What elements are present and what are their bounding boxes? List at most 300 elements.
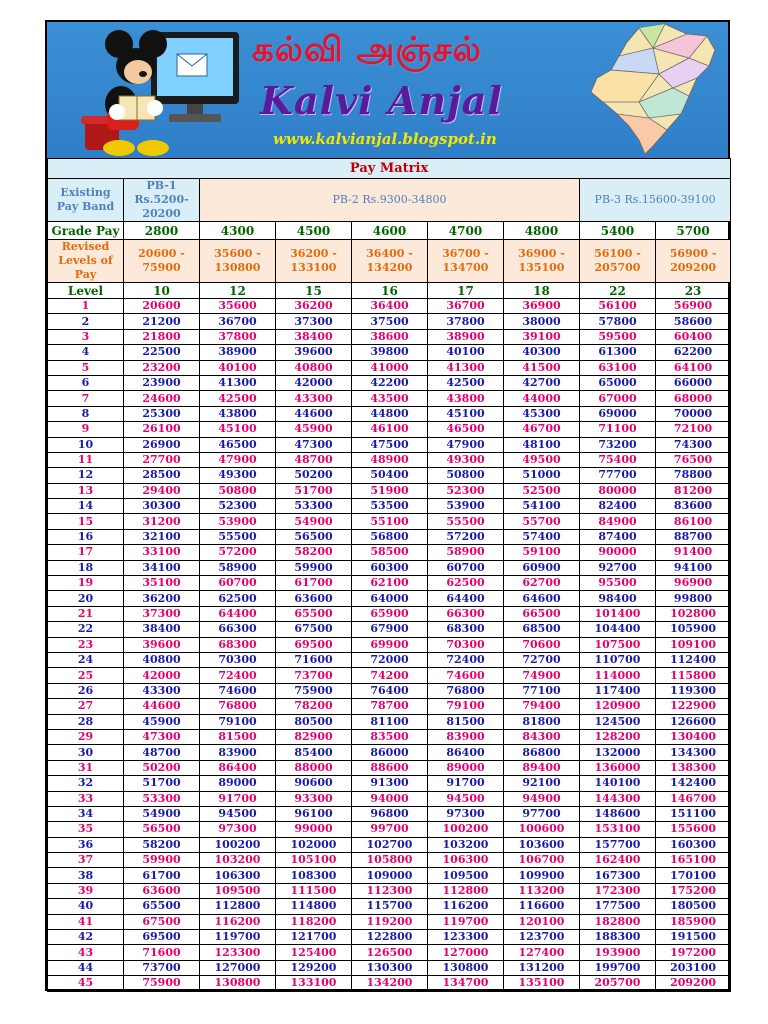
pay-value-cell: 38400	[276, 329, 352, 344]
pay-value-cell: 58900	[200, 560, 276, 575]
pay-value-cell: 84300	[504, 729, 580, 744]
pay-value-cell: 131200	[504, 960, 580, 975]
pay-value-cell: 36700	[200, 314, 276, 329]
pay-value-cell: 138300	[656, 760, 731, 775]
pay-value-cell: 78700	[352, 699, 428, 714]
pay-value-cell: 109500	[200, 883, 276, 898]
pay-value-cell: 103200	[200, 853, 276, 868]
pay-value-cell: 36400	[352, 299, 428, 314]
table-row-26	[48, 683, 731, 698]
table-row-43	[48, 945, 731, 960]
pay-value-cell: 62100	[352, 576, 428, 591]
pay-value-cell: 58500	[352, 545, 428, 560]
pay-value-cell: 112800	[428, 883, 504, 898]
table-row-7	[48, 391, 731, 406]
pay-value-cell: 107500	[580, 637, 656, 652]
table-row-45	[48, 976, 731, 991]
pay-value-cell: 60400	[656, 329, 731, 344]
row-stage-cell: 10	[48, 437, 124, 452]
pay-value-cell: 199700	[580, 960, 656, 975]
row-stage-cell: 16	[48, 529, 124, 544]
pay-value-cell: 68500	[504, 622, 580, 637]
pay-value-cell: 81500	[200, 729, 276, 744]
pay-value-cell: 37300	[124, 606, 200, 621]
pay-value-cell: 50200	[276, 468, 352, 483]
pay-value-cell: 52300	[428, 483, 504, 498]
pay-value-cell: 106300	[200, 868, 276, 883]
pay-value-cell: 177500	[580, 899, 656, 914]
pay-value-cell: 45900	[124, 714, 200, 729]
pay-value-cell: 45300	[504, 406, 580, 421]
pay-value-cell: 26100	[124, 422, 200, 437]
row-stage-cell: 37	[48, 853, 124, 868]
pay-value-cell: 209200	[656, 976, 731, 991]
pay-band-pb1: PB-1 Rs.5200-20200	[124, 179, 200, 222]
table-row-10	[48, 437, 731, 452]
pay-value-cell: 119700	[200, 930, 276, 945]
table-row-17	[48, 545, 731, 560]
pay-value-cell: 76400	[352, 683, 428, 698]
revised-level-cell: 56100 - 205700	[580, 240, 656, 283]
pay-value-cell: 75400	[580, 452, 656, 467]
pay-value-cell: 170100	[656, 868, 731, 883]
pay-value-cell: 77100	[504, 683, 580, 698]
pay-value-cell: 68300	[428, 622, 504, 637]
pay-value-cell: 77700	[580, 468, 656, 483]
pay-value-cell: 38900	[428, 329, 504, 344]
pay-value-cell: 50800	[428, 468, 504, 483]
row-stage-cell: 2	[48, 314, 124, 329]
pay-value-cell: 83900	[200, 745, 276, 760]
pay-value-cell: 39800	[352, 345, 428, 360]
table-row-27	[48, 699, 731, 714]
pay-value-cell: 114800	[276, 899, 352, 914]
pay-value-cell: 191500	[656, 930, 731, 945]
pay-value-cell: 72100	[656, 422, 731, 437]
table-row-12	[48, 468, 731, 483]
table-row-13	[48, 483, 731, 498]
pay-band-pb3: PB-3 Rs.15600-39100	[580, 179, 731, 222]
pay-value-cell: 90000	[580, 545, 656, 560]
pay-value-cell: 123300	[200, 945, 276, 960]
table-row-36	[48, 837, 731, 852]
pay-value-cell: 24600	[124, 391, 200, 406]
pay-value-cell: 37800	[200, 329, 276, 344]
pay-value-cell: 87400	[580, 529, 656, 544]
pay-value-cell: 92700	[580, 560, 656, 575]
pay-value-cell: 127000	[200, 960, 276, 975]
pay-value-cell: 38600	[352, 329, 428, 344]
pay-value-cell: 63600	[124, 883, 200, 898]
pay-value-cell: 160300	[656, 837, 731, 852]
pay-value-cell: 94500	[200, 806, 276, 821]
pay-value-cell: 48700	[124, 745, 200, 760]
table-row-37	[48, 853, 731, 868]
pay-value-cell: 71600	[124, 945, 200, 960]
pay-value-cell: 100200	[200, 837, 276, 852]
pay-value-cell: 64600	[504, 591, 580, 606]
pay-value-cell: 58900	[428, 545, 504, 560]
pay-value-cell: 54900	[276, 514, 352, 529]
pay-value-cell: 40800	[276, 360, 352, 375]
pay-value-cell: 52500	[504, 483, 580, 498]
pay-value-cell: 49300	[428, 452, 504, 467]
row-stage-cell: 41	[48, 914, 124, 929]
pay-value-cell: 49500	[504, 452, 580, 467]
pay-value-cell: 23900	[124, 375, 200, 390]
pay-value-cell: 197200	[656, 945, 731, 960]
pay-matrix-table	[47, 158, 731, 992]
pay-value-cell: 45100	[200, 422, 276, 437]
pay-value-cell: 126500	[352, 945, 428, 960]
pay-value-cell: 114000	[580, 668, 656, 683]
row-stage-cell: 29	[48, 729, 124, 744]
pay-value-cell: 29400	[124, 483, 200, 498]
pay-value-cell: 38900	[200, 345, 276, 360]
pay-value-cell: 68300	[200, 637, 276, 652]
revised-level-cell: 36700 - 134700	[428, 240, 504, 283]
pay-value-cell: 142400	[656, 776, 731, 791]
pay-value-cell: 41500	[504, 360, 580, 375]
pay-value-cell: 58600	[656, 314, 731, 329]
pay-value-cell: 63600	[276, 591, 352, 606]
pay-value-cell: 75900	[276, 683, 352, 698]
pay-value-cell: 20600	[124, 299, 200, 314]
pay-value-cell: 74200	[352, 668, 428, 683]
pay-value-cell: 27700	[124, 452, 200, 467]
pay-value-cell: 127400	[504, 945, 580, 960]
pay-value-cell: 116200	[428, 899, 504, 914]
table-row-38	[48, 868, 731, 883]
pay-value-cell: 83500	[352, 729, 428, 744]
pay-value-cell: 127000	[428, 945, 504, 960]
pay-value-cell: 43800	[200, 406, 276, 421]
row-stage-cell: 20	[48, 591, 124, 606]
pay-value-cell: 50200	[124, 760, 200, 775]
row-stage-cell: 24	[48, 652, 124, 667]
pay-value-cell: 48100	[504, 437, 580, 452]
table-row-39	[48, 883, 731, 898]
banner-url-link[interactable]: www.kalvianjal.blogspot.in	[273, 130, 497, 148]
table-row-1	[48, 299, 731, 314]
pay-band-row	[48, 179, 731, 222]
pay-value-cell: 132000	[580, 745, 656, 760]
revised-level-cell: 56900 - 209200	[656, 240, 731, 283]
pay-value-cell: 106300	[428, 853, 504, 868]
pay-value-cell: 59500	[580, 329, 656, 344]
pay-value-cell: 162400	[580, 853, 656, 868]
pay-value-cell: 36700	[428, 299, 504, 314]
table-row-44	[48, 960, 731, 975]
pay-value-cell: 78800	[656, 468, 731, 483]
pay-value-cell: 21800	[124, 329, 200, 344]
pay-value-cell: 69900	[352, 637, 428, 652]
pay-value-cell: 23200	[124, 360, 200, 375]
pay-value-cell: 140100	[580, 776, 656, 791]
pay-value-cell: 43800	[428, 391, 504, 406]
grade-pay-cell: 4800	[504, 222, 580, 240]
grade-pay-cell: 5400	[580, 222, 656, 240]
pay-value-cell: 103600	[504, 837, 580, 852]
pay-value-cell: 128200	[580, 729, 656, 744]
row-stage-cell: 36	[48, 837, 124, 852]
pay-value-cell: 72000	[352, 652, 428, 667]
pay-value-cell: 94100	[656, 560, 731, 575]
banner-title-tamil: கல்வி அஞ்சல்	[252, 30, 482, 70]
level-cell: 12	[200, 283, 276, 299]
pay-value-cell: 38000	[504, 314, 580, 329]
pay-value-cell: 57400	[504, 529, 580, 544]
pay-value-cell: 26900	[124, 437, 200, 452]
pay-value-cell: 47900	[428, 437, 504, 452]
pay-value-cell: 44600	[124, 699, 200, 714]
pay-value-cell: 44000	[504, 391, 580, 406]
pay-value-cell: 53900	[428, 499, 504, 514]
table-row-41	[48, 914, 731, 929]
row-stage-cell: 42	[48, 930, 124, 945]
row-stage-cell: 11	[48, 452, 124, 467]
table-row-31	[48, 760, 731, 775]
pay-value-cell: 46500	[428, 422, 504, 437]
pay-value-cell: 40100	[428, 345, 504, 360]
pay-value-cell: 119200	[352, 914, 428, 929]
pay-value-cell: 56900	[656, 299, 731, 314]
pay-value-cell: 35600	[200, 299, 276, 314]
pay-value-cell: 57800	[580, 314, 656, 329]
pay-value-cell: 61700	[124, 868, 200, 883]
table-row-35	[48, 822, 731, 837]
pay-value-cell: 70600	[504, 637, 580, 652]
pay-value-cell: 33100	[124, 545, 200, 560]
pay-value-cell: 47900	[200, 452, 276, 467]
row-stage-cell: 38	[48, 868, 124, 883]
pay-value-cell: 43300	[124, 683, 200, 698]
existing-pay-band-label: Existing Pay Band	[48, 179, 124, 222]
row-stage-cell: 45	[48, 976, 124, 991]
pay-value-cell: 92100	[504, 776, 580, 791]
pay-value-cell: 91300	[352, 776, 428, 791]
table-row-2	[48, 314, 731, 329]
pay-value-cell: 133100	[276, 976, 352, 991]
pay-value-cell: 58200	[276, 545, 352, 560]
pay-value-cell: 85400	[276, 745, 352, 760]
pay-value-cell: 74900	[504, 668, 580, 683]
row-stage-cell: 32	[48, 776, 124, 791]
pay-value-cell: 130800	[428, 960, 504, 975]
pay-value-cell: 69000	[580, 406, 656, 421]
pay-value-cell: 172300	[580, 883, 656, 898]
pay-value-cell: 35100	[124, 576, 200, 591]
banner-title-english: Kalvi Anjal	[260, 78, 503, 123]
pay-value-cell: 56500	[124, 822, 200, 837]
row-stage-cell: 22	[48, 622, 124, 637]
pay-value-cell: 102700	[352, 837, 428, 852]
pay-value-cell: 50400	[352, 468, 428, 483]
pay-value-cell: 66300	[428, 606, 504, 621]
pay-value-cell: 109500	[428, 868, 504, 883]
pay-value-cell: 151100	[656, 806, 731, 821]
pay-value-cell: 100200	[428, 822, 504, 837]
row-stage-cell: 3	[48, 329, 124, 344]
pay-value-cell: 60300	[352, 560, 428, 575]
pay-value-cell: 50800	[200, 483, 276, 498]
table-row-8	[48, 406, 731, 421]
grade-pay-label: Grade Pay	[48, 222, 124, 240]
row-stage-cell: 44	[48, 960, 124, 975]
pay-value-cell: 81100	[352, 714, 428, 729]
pay-value-cell: 89400	[504, 760, 580, 775]
pay-value-cell: 91400	[656, 545, 731, 560]
pay-value-cell: 62500	[428, 576, 504, 591]
pay-value-cell: 43500	[352, 391, 428, 406]
pay-value-cell: 65500	[124, 899, 200, 914]
pay-value-cell: 25300	[124, 406, 200, 421]
pay-value-cell: 32100	[124, 529, 200, 544]
pay-value-cell: 109900	[504, 868, 580, 883]
pay-value-cell: 41000	[352, 360, 428, 375]
pay-value-cell: 88700	[656, 529, 731, 544]
pay-value-cell: 98400	[580, 591, 656, 606]
pay-value-cell: 119700	[428, 914, 504, 929]
pay-value-cell: 59900	[124, 853, 200, 868]
pay-value-cell: 91700	[200, 791, 276, 806]
pay-value-cell: 76800	[200, 699, 276, 714]
pay-value-cell: 130400	[656, 729, 731, 744]
pay-value-cell: 76800	[428, 683, 504, 698]
pay-value-cell: 53500	[352, 499, 428, 514]
pay-value-cell: 119300	[656, 683, 731, 698]
pay-value-cell: 153100	[580, 822, 656, 837]
level-cell: 23	[656, 283, 731, 299]
pay-value-cell: 70300	[428, 637, 504, 652]
pay-value-cell: 113200	[504, 883, 580, 898]
pay-value-cell: 89000	[428, 760, 504, 775]
table-title: Pay Matrix	[48, 159, 731, 179]
pay-value-cell: 99800	[656, 591, 731, 606]
pay-value-cell: 67500	[124, 914, 200, 929]
row-stage-cell: 30	[48, 745, 124, 760]
grade-pay-cell: 2800	[124, 222, 200, 240]
pay-value-cell: 88000	[276, 760, 352, 775]
table-row-4	[48, 345, 731, 360]
pay-value-cell: 94500	[428, 791, 504, 806]
pay-value-cell: 67000	[580, 391, 656, 406]
pay-value-cell: 52300	[200, 499, 276, 514]
pay-value-cell: 96100	[276, 806, 352, 821]
pay-value-cell: 53300	[276, 499, 352, 514]
pay-value-cell: 55500	[428, 514, 504, 529]
pay-value-cell: 42000	[124, 668, 200, 683]
level-cell: 22	[580, 283, 656, 299]
pay-value-cell: 97300	[200, 822, 276, 837]
pay-value-cell: 36900	[504, 299, 580, 314]
pay-value-cell: 144300	[580, 791, 656, 806]
pay-value-cell: 109000	[352, 868, 428, 883]
pay-value-cell: 102800	[656, 606, 731, 621]
pay-value-cell: 122800	[352, 930, 428, 945]
pay-value-cell: 95500	[580, 576, 656, 591]
pay-value-cell: 79400	[504, 699, 580, 714]
pay-matrix-sheet	[45, 20, 730, 991]
revised-level-cell: 20600 - 75900	[124, 240, 200, 283]
grade-pay-cell: 4700	[428, 222, 504, 240]
table-row-40	[48, 899, 731, 914]
pay-value-cell: 116200	[200, 914, 276, 929]
pay-value-cell: 105100	[276, 853, 352, 868]
pay-value-cell: 61700	[276, 576, 352, 591]
pay-value-cell: 80000	[580, 483, 656, 498]
table-row-24	[48, 652, 731, 667]
pay-value-cell: 79100	[200, 714, 276, 729]
pay-value-cell: 42700	[504, 375, 580, 390]
table-row-11	[48, 452, 731, 467]
pay-value-cell: 175200	[656, 883, 731, 898]
pay-value-cell: 40800	[124, 652, 200, 667]
row-stage-cell: 34	[48, 806, 124, 821]
pay-value-cell: 64400	[428, 591, 504, 606]
revised-level-cell: 35600 - 130800	[200, 240, 276, 283]
pay-value-cell: 60700	[428, 560, 504, 575]
pay-value-cell: 58200	[124, 837, 200, 852]
row-stage-cell: 7	[48, 391, 124, 406]
row-stage-cell: 6	[48, 375, 124, 390]
pay-value-cell: 105800	[352, 853, 428, 868]
pay-value-cell: 74300	[656, 437, 731, 452]
pay-value-cell: 203100	[656, 960, 731, 975]
pay-value-cell: 44600	[276, 406, 352, 421]
pay-value-cell: 39100	[504, 329, 580, 344]
pay-value-cell: 86400	[200, 760, 276, 775]
table-row-6	[48, 375, 731, 390]
pay-value-cell: 123300	[428, 930, 504, 945]
pay-value-cell: 64000	[352, 591, 428, 606]
table-row-5	[48, 360, 731, 375]
pay-value-cell: 34100	[124, 560, 200, 575]
pay-value-cell: 130800	[200, 976, 276, 991]
revised-level-cell: 36400 - 134200	[352, 240, 428, 283]
pay-value-cell: 84900	[580, 514, 656, 529]
pay-value-cell: 69500	[276, 637, 352, 652]
pay-value-cell: 67500	[276, 622, 352, 637]
pay-value-cell: 42500	[428, 375, 504, 390]
pay-value-cell: 56500	[276, 529, 352, 544]
pay-value-cell: 55500	[200, 529, 276, 544]
pay-value-cell: 83600	[656, 499, 731, 514]
pay-value-cell: 134200	[352, 976, 428, 991]
pay-value-cell: 57200	[428, 529, 504, 544]
pay-value-cell: 78200	[276, 699, 352, 714]
pay-value-cell: 51700	[124, 776, 200, 791]
table-row-3	[48, 329, 731, 344]
pay-value-cell: 37300	[276, 314, 352, 329]
pay-value-cell: 45900	[276, 422, 352, 437]
pay-value-cell: 112800	[200, 899, 276, 914]
pay-value-cell: 112400	[656, 652, 731, 667]
row-stage-cell: 14	[48, 499, 124, 514]
pay-value-cell: 89000	[200, 776, 276, 791]
pay-value-cell: 41300	[428, 360, 504, 375]
pay-value-cell: 93300	[276, 791, 352, 806]
pay-value-cell: 69500	[124, 930, 200, 945]
pay-value-cell: 44800	[352, 406, 428, 421]
pay-band-pb2: PB-2 Rs.9300-34800	[200, 179, 580, 222]
pay-value-cell: 165100	[656, 853, 731, 868]
pay-value-cell: 45100	[428, 406, 504, 421]
table-row-18	[48, 560, 731, 575]
pay-value-cell: 103200	[428, 837, 504, 852]
pay-value-cell: 86000	[352, 745, 428, 760]
pay-value-cell: 106700	[504, 853, 580, 868]
